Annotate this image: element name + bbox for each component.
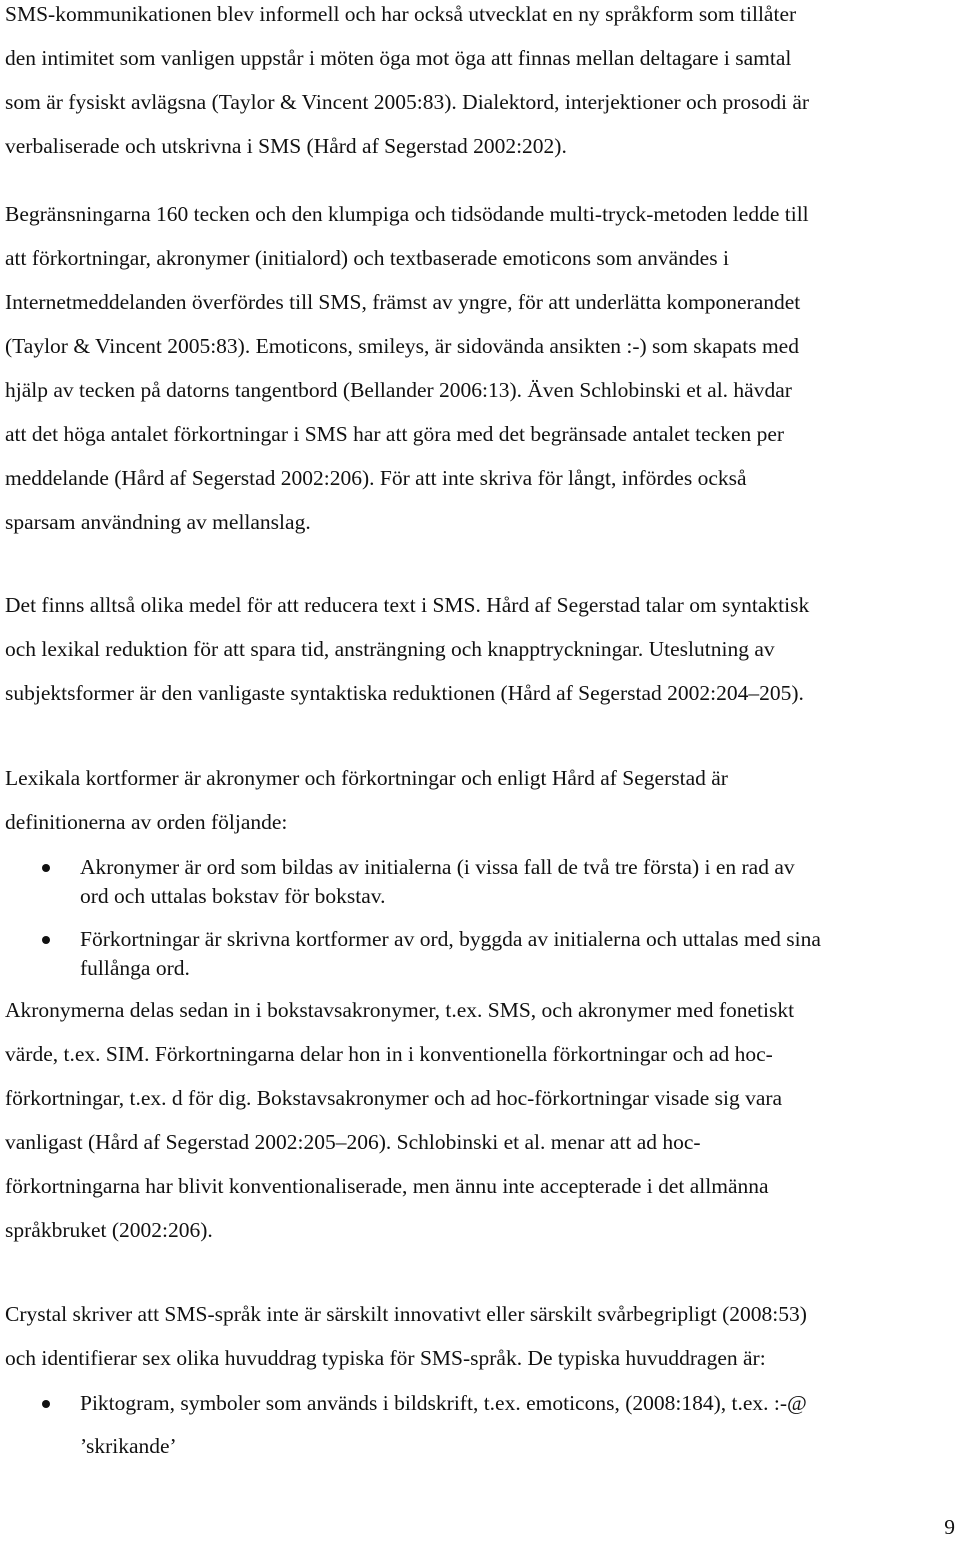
text-line: och lexikal reduktion för att spara tid, ansträngning och knapptryckningar. Uteslutning av <box>5 637 775 661</box>
text-line: Internetmeddelanden överfördes till SMS, främst av yngre, för att underlätta komponerandet <box>5 290 801 314</box>
text-line: värde, t.ex. SIM. Förkortningarna delar hon in i konventionella förkortningar och ad hoc- <box>5 1042 773 1066</box>
text-line: som är fysiskt avlägsna (Taylor & Vincent 2005:83). Dialektord, interjektioner och prosodi är <box>5 90 810 114</box>
bullet-icon <box>42 1400 50 1408</box>
text-line: (Taylor & Vincent 2005:83). Emoticons, smileys, är sidovända ansikten :-) som skapats med <box>5 334 799 358</box>
text-line: Piktogram, symboler som används i bildskrift, t.ex. emoticons, (2008:184), t.ex. :-@ <box>80 1391 807 1415</box>
text-line: förkortningarna har blivit konventionaliserade, men ännu inte accepterade i det allmänna <box>5 1174 769 1198</box>
text-line: den intimitet som vanligen uppstår i möten öga mot öga att finnas mellan deltagare i samtal <box>5 46 792 70</box>
text-line: meddelande (Hård af Segerstad 2002:206). För att inte skriva för långt, infördes också <box>5 466 747 490</box>
list-item <box>0 1389 960 1461</box>
bullet-icon <box>42 936 50 944</box>
list-item <box>0 853 960 925</box>
text-line: och identifierar sex olika huvuddrag typiska för SMS-språk. De typiska huvuddragen är: <box>5 1346 766 1370</box>
text-line: sparsam användning av mellanslag. <box>5 510 311 534</box>
text-line: att det höga antalet förkortningar i SMS har att göra med det begränsade antalet tecken per <box>5 422 785 446</box>
definitions-list <box>0 853 960 983</box>
text-line: Akronymer är ord som bildas av initialerna (i vissa fall de två tre första) i en rad av <box>80 855 795 879</box>
text-line: definitionerna av orden följande: <box>5 810 288 834</box>
text-line: hjälp av tecken på datorns tangentbord (Bellander 2006:13). Även Schlobinski et al. hävdar <box>5 378 792 402</box>
text-line: subjektsformer är den vanligaste syntaktiska reduktionen (Hård af Segerstad 2002:204‒205). <box>5 681 804 705</box>
page-number: 9 <box>944 1515 955 1539</box>
text-line: Akronymerna delas sedan in i bokstavsakronymer, t.ex. SMS, och akronymer med fonetiskt <box>5 998 795 1022</box>
text-line: Det finns alltså olika medel för att reducera text i SMS. Hård af Segerstad talar om syntaktisk <box>5 593 810 617</box>
text-line: ord och uttalas bokstav för bokstav. <box>80 884 386 908</box>
text-line: Begränsningarna 160 tecken och den klumpiga och tidsödande multi-tryck-metoden ledde till <box>5 202 809 226</box>
bullet-icon <box>42 864 50 872</box>
text-line: att förkortningar, akronymer (initialord) och textbaserade emoticons som användes i <box>5 246 729 270</box>
paragraph-reduction <box>5 583 955 715</box>
paragraph-acronym-types <box>5 988 955 1252</box>
paragraph-crystal <box>5 1292 955 1380</box>
text-line: SMS-kommunikationen blev informell och har också utvecklat en ny språkform som tillåter <box>5 2 797 26</box>
features-list <box>0 1389 960 1461</box>
paragraph-lexical-short-forms <box>5 756 955 844</box>
paragraph-sms-informal <box>5 0 955 168</box>
text-line: ’skrikande’ <box>80 1434 177 1458</box>
paragraph-limitations <box>5 192 955 544</box>
text-line: fullånga ord. <box>80 956 190 980</box>
text-line: verbaliserade och utskrivna i SMS (Hård af Segerstad 2002:202). <box>5 134 567 158</box>
text-line: vanligast (Hård af Segerstad 2002:205‒206). Schlobinski et al. menar att ad hoc- <box>5 1130 701 1154</box>
text-line: språkbruket (2002:206). <box>5 1218 213 1242</box>
text-line: Lexikala kortformer är akronymer och förkortningar och enligt Hård af Segerstad är <box>5 766 728 790</box>
text-line: Crystal skriver att SMS-språk inte är särskilt innovativt eller särskilt svårbegripligt (2008:53) <box>5 1302 807 1326</box>
text-line: Förkortningar är skrivna kortformer av ord, byggda av initialerna och uttalas med sina <box>80 927 821 951</box>
list-item <box>0 925 960 983</box>
text-line: förkortningar, t.ex. d för dig. Bokstavsakronymer och ad hoc-förkortningar visade sig vara <box>5 1086 783 1110</box>
